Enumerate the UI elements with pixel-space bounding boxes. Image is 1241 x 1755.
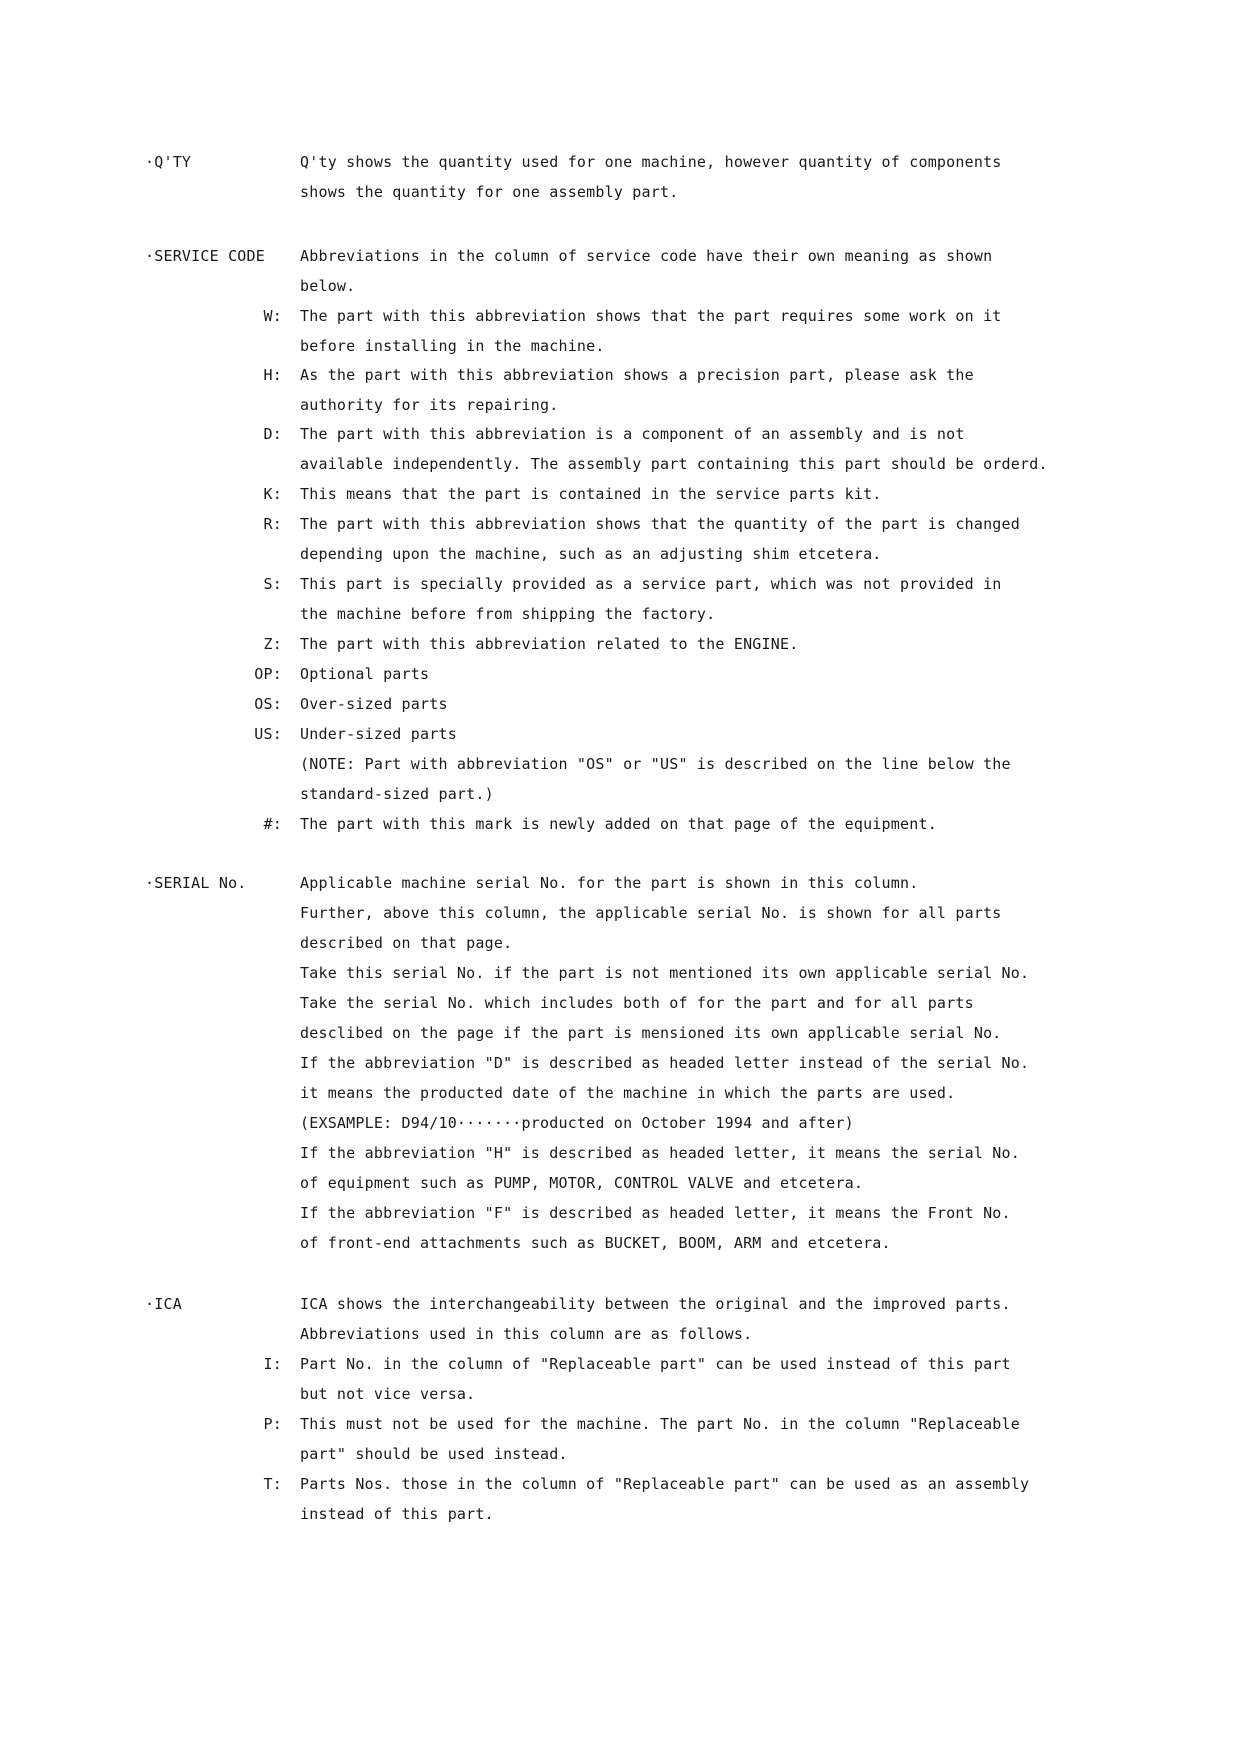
code-label: K: [263,485,282,503]
code-label: I: [263,1355,282,1373]
code-text [300,689,1060,719]
code-line: part" should be used instead. [300,1445,568,1463]
code-text [300,419,1060,479]
service-code-line: below. [300,277,356,295]
service-code-description [300,241,1060,301]
code-line: depending upon the machine, such as an adjusting shim etcetera. [300,545,882,563]
serial-line: Take this serial No. if the part is not mentioned its own applicable serial No. [300,964,1030,982]
code-text [300,629,1060,659]
serial-line: it means the producted date of the machine in which the parts are used. [300,1084,956,1102]
code-line: Part No. in the column of "Replaceable part" can be used instead of this part [300,1355,1011,1373]
code-text [300,509,1060,569]
code-text [300,1349,1060,1409]
code-text [300,719,1060,809]
code-label: R: [263,515,282,533]
serial-line: Take the serial No. which includes both of for the part and for all parts [300,994,974,1012]
serial-line: described on that page. [300,934,513,952]
code-line: As the part with this abbreviation shows a precision part, please ask the [300,366,974,384]
serial-term: ·SERIAL No. [145,874,247,892]
code-label: Z: [263,635,282,653]
ica-line: Abbreviations used in this column are as follows. [300,1325,753,1343]
code-line: (NOTE: Part with abbreviation "OS" or "US" is described on the line below the [300,755,1011,773]
code-line: The part with this abbreviation related to the ENGINE. [300,635,799,653]
qty-term: ·Q'TY [145,153,192,171]
code-label: D: [263,425,282,443]
serial-description [300,868,1060,1258]
serial-line: desclibed on the page if the part is mensioned its own applicable serial No. [300,1024,1002,1042]
qty-line: shows the quantity for one assembly part. [300,183,679,201]
code-line: This part is specially provided as a service part, which was not provided in [300,575,1002,593]
code-label: US: [254,725,282,743]
code-line: standard-sized part.) [300,785,494,803]
qty-description [300,147,1060,207]
qty-line: Q'ty shows the quantity used for one machine, however quantity of components [300,153,1002,171]
code-line: The part with this mark is newly added on that page of the equipment. [300,815,937,833]
code-line: The part with this abbreviation is a component of an assembly and is not [300,425,965,443]
code-line: Over-sized parts [300,695,448,713]
code-label: W: [263,307,282,325]
code-label: P: [263,1415,282,1433]
code-text [300,1409,1060,1469]
serial-line: If the abbreviation "D" is described as headed letter instead of the serial No. [300,1054,1030,1072]
ica-term: ·ICA [145,1295,182,1313]
serial-line: If the abbreviation "F" is described as headed letter, it means the Front No. [300,1204,1011,1222]
code-line: The part with this abbreviation shows that the part requires some work on it [300,307,1002,325]
code-text [300,1469,1060,1529]
code-label: H: [263,366,282,384]
code-text [300,301,1060,361]
serial-line: Applicable machine serial No. for the part is shown in this column. [300,874,919,892]
code-line: The part with this abbreviation shows that the quantity of the part is changed [300,515,1020,533]
code-line: available independently. The assembly part containing this part should be orderd. [300,455,1048,473]
code-label: OP: [254,665,282,683]
code-label: T: [263,1475,282,1493]
code-line: This must not be used for the machine. The part No. in the column "Replaceable [300,1415,1020,1433]
serial-line: Further, above this column, the applicable serial No. is shown for all parts [300,904,1002,922]
code-text [300,809,1060,839]
code-line: authority for its repairing. [300,396,559,414]
code-line: instead of this part. [300,1505,494,1523]
code-label: #: [263,815,282,833]
code-text [300,569,1060,629]
serial-line: of front-end attachments such as BUCKET, BOOM, ARM and etcetera. [300,1234,891,1252]
serial-line: (EXSAMPLE: D94/10·······producted on October 1994 and after) [300,1114,854,1132]
code-text [300,360,1060,420]
serial-line: If the abbreviation "H" is described as headed letter, it means the serial No. [300,1144,1020,1162]
ica-line: ICA shows the interchangeability between the original and the improved parts. [300,1295,1011,1313]
code-line: Parts Nos. those in the column of "Replaceable part" can be used as an assembly [300,1475,1030,1493]
code-text [300,479,1060,509]
code-line: the machine before from shipping the factory. [300,605,716,623]
code-line: before installing in the machine. [300,337,605,355]
ica-description [300,1289,1060,1349]
code-line: but not vice versa. [300,1385,476,1403]
code-label: OS: [254,695,282,713]
code-text [300,659,1060,689]
code-line: Under-sized parts [300,725,457,743]
code-label: S: [263,575,282,593]
code-line: This means that the part is contained in the service parts kit. [300,485,882,503]
service-code-term: ·SERVICE CODE [145,247,265,265]
code-line: Optional parts [300,665,430,683]
service-code-line: Abbreviations in the column of service code have their own meaning as shown [300,247,993,265]
serial-line: of equipment such as PUMP, MOTOR, CONTROL VALVE and etcetera. [300,1174,864,1192]
